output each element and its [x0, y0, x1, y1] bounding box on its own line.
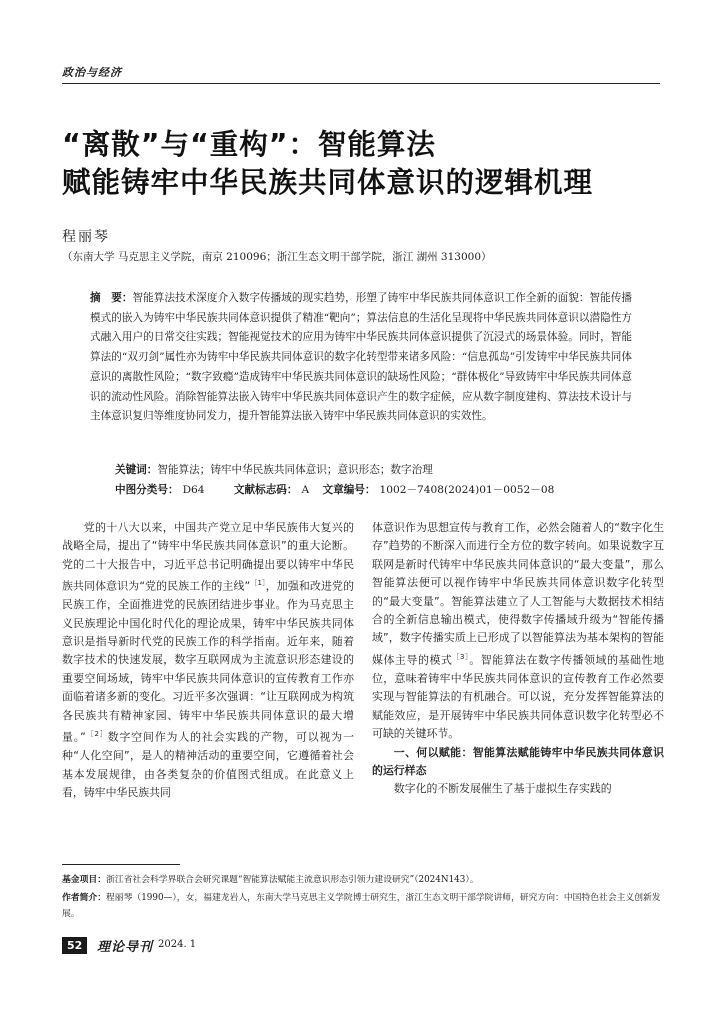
paragraph: 数字化的不断发展催生了基于虚拟生存实践的 [393, 782, 612, 796]
clc-label: 中图分类号： [115, 484, 179, 496]
fund-text: 浙江省社会科学界联合会研究课题“智能算法赋能主流意识形态引领力建设研究”（2024N143）。 [106, 875, 479, 885]
page-number: 52 [62, 937, 87, 954]
article-number-label: 文章编号： [322, 484, 376, 496]
issue-number: 2024. 1 [158, 939, 197, 950]
author-footnote [62, 890, 662, 922]
author-affiliation: （东南大学 马克思主义学院，南京 210096；浙江生态文明干部学院，浙江 湖州 313000） [62, 251, 492, 263]
footnote-rule [62, 864, 180, 865]
citation-ref[interactable]: ［2］ [85, 730, 108, 739]
header-rule [62, 83, 660, 84]
body-column-left [62, 519, 354, 802]
abstract [90, 289, 632, 427]
body-text: 。智能算法在数字传播领域的基础性地位，意味着铸牢中华民族共同体意识的宣传教育工作必然要实现与智能算法的有机融合。可以说，充分发挥智能算法的赋能效应，是开展铸牢中华民族共同体意识数字化转型必不可缺的关键环节。 [372, 653, 664, 741]
body-column-right [372, 519, 664, 799]
keywords-text: 智能算法；铸牢中华民族共同体意识；意识形态；数字治理 [157, 464, 433, 476]
body-text: 体意识作为思想宣传与教育工作，必然会随着人的“数字化生存”趋势的不断深入而进行全方位的数字转向。如果说数字互联网是新时代铸牢中华民族共同体意识的“最大变量”，那么智能算法便可以视作铸牢中华民族共同体意识数字化转型的“最大变量”。智能算法建立了人工智能与大数据技术相结合的全新信息输出模式，使得数字传播域升级为“智能传播域”，数字传播实质上已形成了以智能算法为基本架构的智能媒体主导的模式 [372, 521, 664, 667]
citation-ref[interactable]: ［3］ [452, 652, 470, 661]
doc-code-value: A [301, 484, 310, 496]
paragraph [62, 519, 354, 802]
section-label: 政治与经济 [62, 66, 122, 79]
keywords [115, 462, 433, 477]
article-number-value: 1002－7408(2024)01－0052－08 [379, 484, 555, 496]
journal-name: 理论导刊 [97, 940, 154, 955]
abstract-label: 摘 要： [90, 292, 133, 304]
author-bio-text: 程丽琴（1990—），女，福建龙岩人，东南大学马克思主义学院博士研究生，浙江生态文明干部学院讲师，研究方向：中国特色社会主义创新发展。 [62, 893, 661, 919]
title-line-2: 赋能铸牢中华民族共同体意识的逻辑机理 [62, 166, 594, 199]
keywords-label: 关键词： [115, 464, 158, 476]
author-bio-label: 作者简介： [62, 893, 106, 903]
body-text: ，加强和改进党的民族工作，全面推进党的民族团结进步事业。作为马克思主义民族理论中国化时代化的理论成果，铸牢中华民族共同体意识是指导新时代党的民族工作的科学指南。近年来，随着数字技术的快速发展，数字互联网成为主流意识形态建设的重要空间场域，铸牢中华民族共同体意识的宣传教育工作亦面临着诸多新的变化。习近平多次强调：“让互联网成为构筑各民族共有精神家园、铸牢中华民族共同体意识的最大增量。” [62, 579, 354, 744]
doc-code-label: 文献标志码： [233, 484, 298, 496]
body-text: 党的十八大以来，中国共产党立足中华民族伟大复兴的战略全局，提出了“铸牢中华民族共同体意识”的重大论断。党的二十大报告中，习近平总书记明确提出要以铸牢中华民族共同体意识为“党的民族工作的主线” [62, 521, 354, 593]
title-line-1: “离散”与“重构”：智能算法 [62, 128, 436, 161]
fund-footnote [62, 872, 662, 888]
citation-ref[interactable]: ［1］ [250, 579, 266, 588]
fund-label: 基金项目： [62, 875, 106, 885]
article-title [62, 126, 593, 202]
classification-line [115, 482, 558, 497]
author-name: 程丽琴 [62, 229, 110, 245]
paragraph [372, 519, 664, 744]
section-heading: 一、何以赋能：智能算法赋能铸牢中华民族共同体意识的运行样态 [372, 745, 664, 777]
body-text: 数字空间作为人的社会实践的产物，可以视为一种“人化空间”，是人的精神活动的重要空间，它遵循着社会基本发展规律，由各类复杂的价值图式组成。在此意义上看，铸牢中华民族共同 [62, 730, 354, 799]
abstract-text: 智能算法技术深度介入数字传播域的现实趋势，形塑了铸牢中华民族共同体意识工作全新的面貌：智能传播模式的嵌入为铸牢中华民族共同体意识提供了精准“靶向”；算法信息的生活化呈现将中华民族共同体意识以潜隐性方式融入用户的日常交往实践；智能视觉技术的应用为铸牢中华民族共同体意识提供了沉浸式的场景体验。同时，智能算法的“双刃剑”属性亦为铸牢中华民族共同体意识的数字化转型带来诸多风险：“信息孤岛”引发铸牢中华民族共同体意识的离散性风险；“数字致瘾”造成铸牢中华民族共同体意识的缺场性风险；“群体极化”导致铸牢中华民族共同体意识的流动性风险。消除智能算法嵌入铸牢中华民族共同体意识产生的数字症候，应从数字制度建构、算法技术设计与主体意识复归等维度协同发力，提升智能算法嵌入铸牢中华民族共同体意识的实效性。 [90, 292, 632, 423]
clc-value: D64 [182, 484, 205, 496]
